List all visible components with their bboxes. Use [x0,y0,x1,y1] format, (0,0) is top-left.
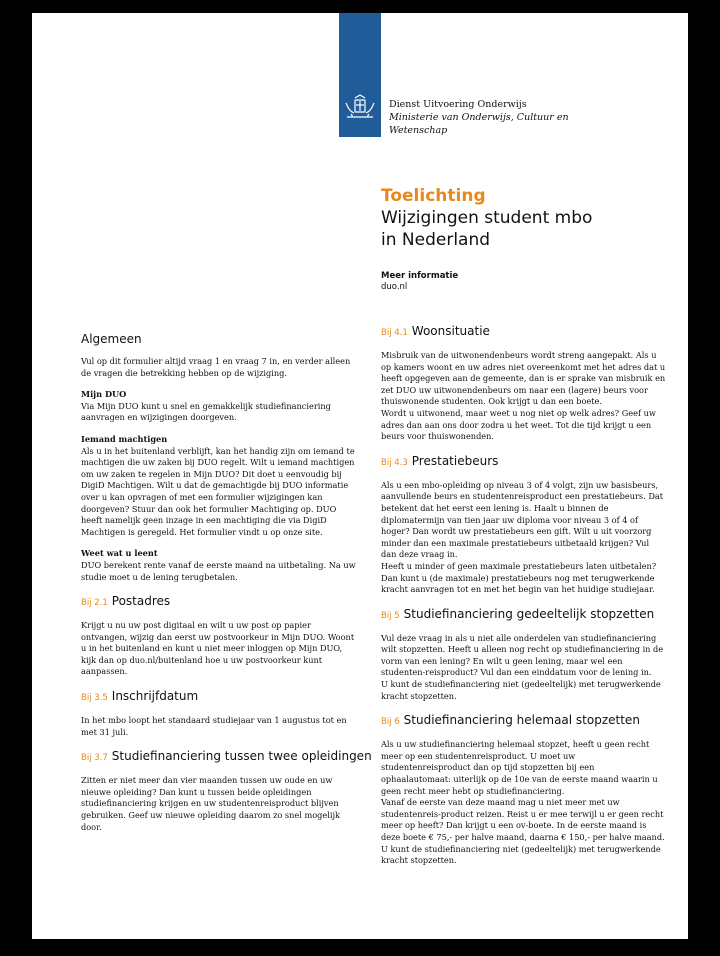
postadres-title: Postadres [111,594,171,609]
helemaal-stopzetten-text-1: Als u uw studiefinanciering helemaal stopzet, heeft u geen recht meer op een studentenreisproduct. U moet uw studentenreisproduct dan op tijd stopzetten bij een ophaalautomaat: uiterlijk op de 10e van de eerste maand waarin u geen recht meer hebt op studiefinanciering. [381,739,658,796]
document-title-line-1: Wijzigingen student mbo [381,208,593,228]
algemeen-title: Algemeen [81,332,142,346]
woonsituatie-text-2: Wordt u uitwonend, maar weet u nog niet op welk adres? Geef uw adres dan aan ons door zodra u het weet. Tot die tijd krijgt u een beurs voor thuiswonenden. [381,407,656,442]
section-title-prestatiebeurs [381,453,666,471]
document-header [381,185,631,251]
postadres-text: Krijgt u nu uw post digitaal en wilt u uw post op papier ontvangen, wijzig dan eerst uw postvoorkeur in Mijn DUO. Woont u in het buitenland en kunt u niet meer inloggen op Mijn DUO, kijk dan op duo.nl/buitenland hoe u uw postvoorkeur kunt aanpassen. [81,620,355,677]
section-title-postadres [81,593,359,611]
org-name: Dienst Uitvoering Onderwijs [389,99,527,110]
algemeen-text: Vul op dit formulier altijd vraag 1 en vraag 7 in, en verder alleen de vragen die betrekking hebben op de wijziging. [81,356,351,378]
machtigen-text: Als u in het buitenland verblijft, kan het handig zijn om iemand te machtigen die uw zaken bij DUO regelt. Wilt u iemand machtigen om uw zaken te regelen in Mijn DUO? Dit doet u eenvoudig bij DigiD Machtigen. Wilt u dat de gemachtigde bij DUO informatie over u kan opvragen of met een formulier wijzigingen kan doorgeven? Stuur dan ook het formulier Machtiging op. DUO heeft namelijk geen inzage in een machtiging die via DigiD Machtigen is geregeld. Het formulier vindt u op onze site. [81,445,355,537]
woonsituatie-text-1: Misbruik van de uitwonendenbeurs wordt streng aangepakt. Als u op kamers woont en uw adres niet overeenkomt met het adres dat u heeft opgegeven aan de gemeente, dan is er sprake van misbruik en zet DUO uw uitwonendenbeurs om naar een (lagere) beurs voor thuiswonende studenten. Ook krijgt u dan een boete. [381,350,666,407]
bij-2-1: Bij 2.1 [81,598,108,609]
helemaal-stopzetten-text-3: U kunt de studiefinanciering niet (gedeeltelijk) met terugwerkende kracht stopzetten. [381,843,661,866]
leent-text: DUO berekent rente vanaf de eerste maand na uitbetaling. Na uw studie moet u de lening terugbetalen. [81,559,356,582]
bij-6: Bij 6 [381,717,400,728]
document-title-line-2: in Nederland [381,230,491,250]
bij-3-5: Bij 3.5 [81,693,108,704]
bij-3-7: Bij 3.7 [81,753,108,764]
tussen-opleidingen-text: Zitten er niet meer dan vier maanden tussen uw oude en uw nieuwe opleiding? Dan kunt u tussen beide opleidingen studiefinanciering krijgen en uw studentenreisproduct blijven gebruiken. Geef uw nieuwe opleiding daarom zo snel mogelijk door. [81,775,340,832]
left-column [81,331,372,843]
inschrijfdatum-title: Inschrijfdatum [111,689,199,704]
organization-block [389,98,569,137]
coat-of-arms-icon [343,93,377,121]
section-title-gedeeltelijk-stopzetten [381,606,666,624]
mijnduo-text: Via Mijn DUO kunt u snel en gemakkelijk studiefinanciering aanvragen en wijzigingen doorgeven. [81,400,331,423]
woonsituatie-title: Woonsituatie [411,324,490,338]
leent-title: Weet wat u leent [81,548,158,559]
more-info-title: Meer informatie [381,271,459,281]
prestatiebeurs-title: Prestatiebeurs [411,453,499,468]
section-title-tussen-opleidingen [81,748,372,766]
logo-ribbon [339,13,381,137]
prestatiebeurs-text-1: Als u een mbo-opleiding op niveau 3 of 4 volgt, zijn uw basisbeurs, aanvullende beurs en studentenreisproduct een prestatiebeurs. Dat betekent dat het eerst een lening is. Haalt u binnen de diplomatermijn van tien jaar uw diploma voor niveau 3 of 4 of hoger? Dan wordt uw prestatiebeurs een gift. Wilt u uit voorzorg minder dan een maximale prestatiebeurs uitbetaald krijgen? Vul dan deze vraag in. [381,479,664,560]
tussen-opleidingen-title: Studiefinanciering tussen twee opleidingen [111,749,372,764]
machtigen-title: Iemand machtigen [81,433,168,444]
prestatiebeurs-text-2: Heeft u minder of geen maximale prestatiebeurs laten uitbetalen? Dan kunt u (de maximale) prestatiebeurs nog met terugwerkende kracht aanvragen tot en met het begin van het huidige studiejaar. [381,560,657,595]
bij-4-1: Bij 4.1 [381,328,408,338]
ministry-line-2: Wetenschap [389,125,448,136]
gedeeltelijk-stopzetten-title: Studiefinanciering gedeeltelijk stopzetten [403,606,655,621]
section-title-algemeen [81,331,359,347]
right-column [381,323,666,877]
bij-5: Bij 5 [381,610,400,621]
helemaal-stopzetten-title: Studiefinanciering helemaal stopzetten [403,713,640,728]
document-page [32,13,688,939]
ministry-line-1: Ministerie van Onderwijs, Cultuur en [389,112,569,123]
helemaal-stopzetten-text-2: Vanaf de eerste van deze maand mag u niet meer met uw studentenreis-product reizen. Reist u er mee terwijl u er geen recht meer op heeft? Dan krijgt u een ov-boete. In de eerste maand is deze boete € 75,- per halve maand, daarna € 150,- per halve maand. [381,797,665,842]
section-title-woonsituatie [381,323,666,341]
section-title-helemaal-stopzetten [381,712,666,730]
document-label: Toelichting [381,186,486,206]
bij-4-3: Bij 4.3 [381,457,408,468]
section-title-inschrijfdatum [81,688,359,706]
more-info-block [381,271,458,293]
gedeeltelijk-stopzetten-text-2: U kunt de studiefinanciering niet (gedeeltelijk) met terugwerkende kracht stopzetten. [381,679,661,701]
gedeeltelijk-stopzetten-text-1: Vul deze vraag in als u niet alle onderdelen van studiefinanciering wilt stopzetten. Heeft u alleen nog recht op studiefinanciering in de vorm van een lening? En wilt u geen lening, maar wel een studenten-reisproduct? Vul dan een einddatum voor de lening in. [381,632,664,678]
inschrijfdatum-text: In het mbo loopt het standaard studiejaar van 1 augustus tot en met 31 juli. [81,715,347,737]
more-info-link[interactable]: duo.nl [381,282,408,292]
mijnduo-title: Mijn DUO [81,389,127,400]
